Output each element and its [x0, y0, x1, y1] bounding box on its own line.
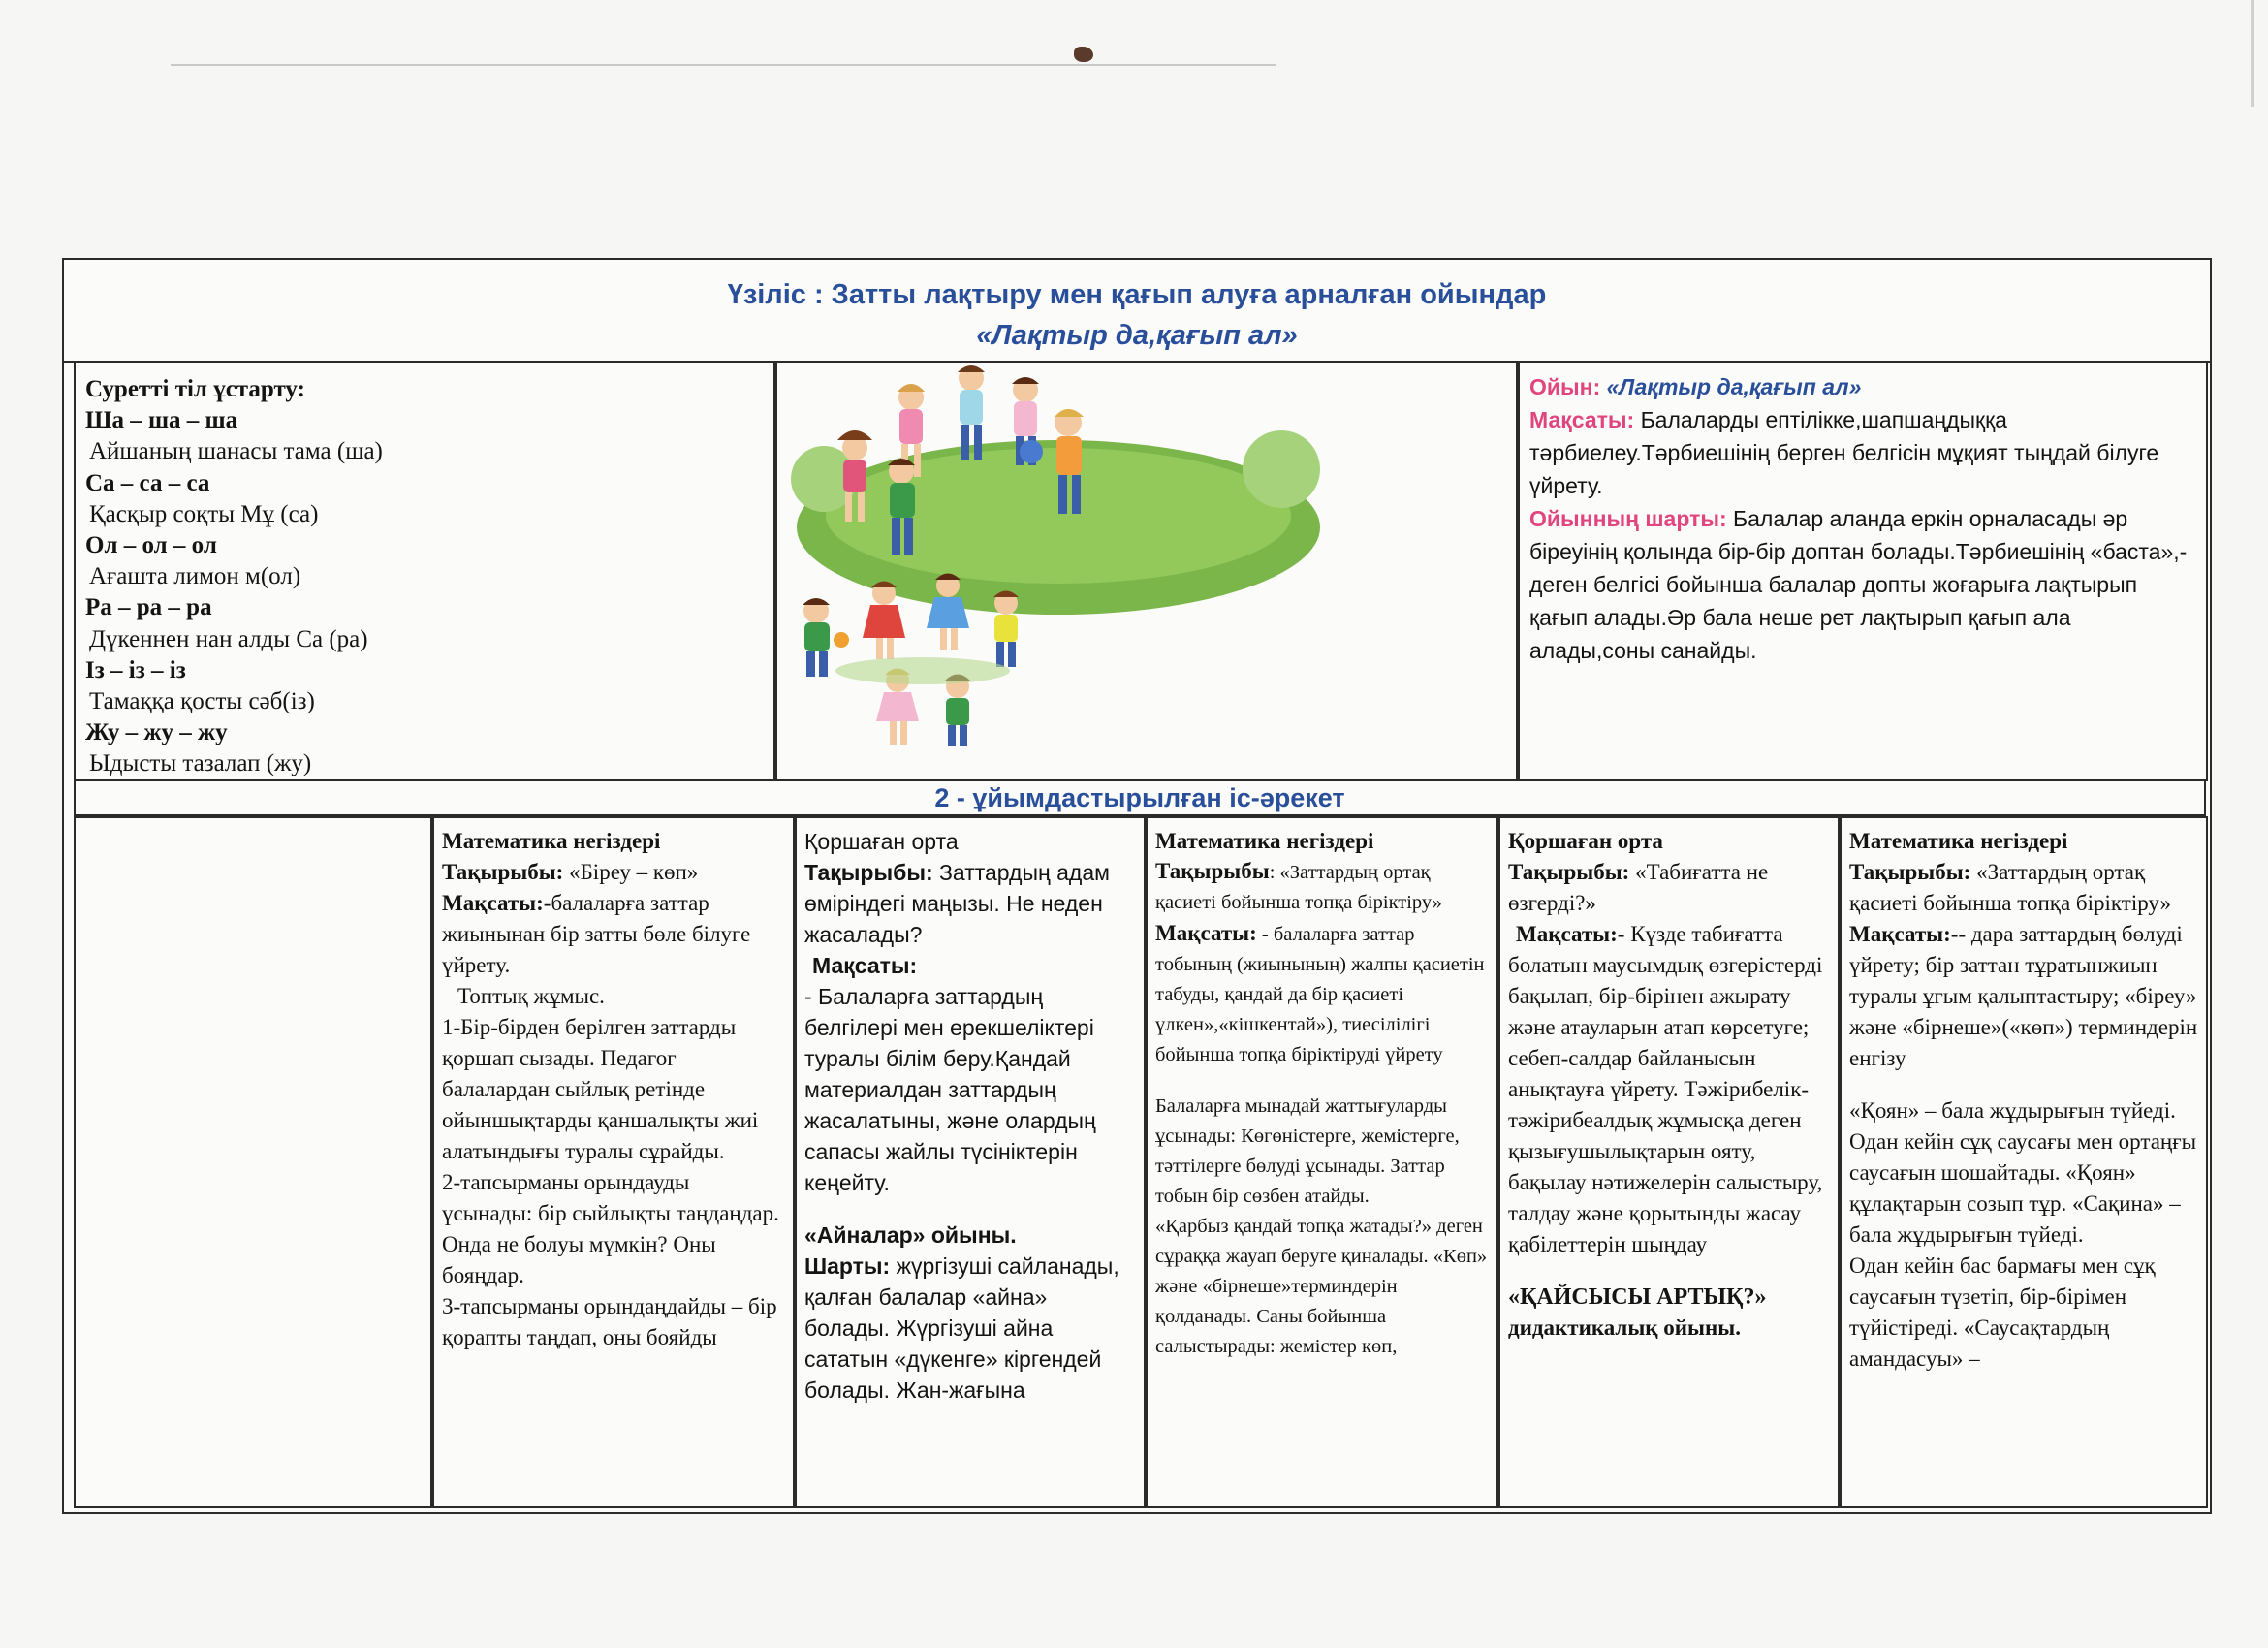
subject-title: Математика негіздері: [1849, 829, 2068, 853]
paragraph: 2-тапсырманы орындауды ұсынады: бір сыйлықты таңдаңдар. Онда не болуы мүмкін? Оны бояңдар.: [442, 1170, 779, 1287]
subject-title: Қоршаған орта: [1508, 829, 1663, 853]
paragraph: «Қоян» – бала жұдырығын түйеді. Одан кейін сұқ саусағы мен ортаңғы саусағын шошайтады. «Қоян» құлақтарын созып тұр. «Сақина» – бала жұдырығын түйеді.: [1849, 1098, 2197, 1247]
empty-column: [74, 816, 432, 1508]
twister-syllable-line: Са – са – са: [85, 469, 210, 496]
children-playing-ball-illustration: [777, 363, 1518, 781]
twister-syllable-line: Ра – ра – ра: [85, 594, 212, 621]
goal: Мақсаты:-- дара заттардың бөлуді үйрету; бір заттан тұратынжиын туралы ұғым қалыптастыру; «біреу» және «бірнеше»(«көп») терминдерін енгізу: [1849, 922, 2198, 1070]
game-name-label: Ойын:: [1529, 374, 1601, 399]
twister-syllable-line: Ол – ол – ол: [85, 532, 217, 559]
activity-column-2: [795, 816, 1146, 1508]
topic: Тақырыбы: Заттардың адам өміріндегі маңызы. Не неден жасалады?: [804, 860, 1110, 947]
scan-smudge: [1074, 47, 1093, 62]
goal-label: Мақсаты:: [812, 953, 918, 978]
paragraph: Балаларға мынадай жаттығуларды ұсынады: Көгөністерге, жемістерге, тәттілерге бөлуді ұсынады. Заттар тобын бір сөзбен атайды.: [1155, 1095, 1460, 1207]
twister-sentence-line: Дүкеннен нан алды Са (ра): [89, 625, 368, 652]
game-rules-label: Ойынның шарты:: [1529, 506, 1727, 531]
paragraph: Топтық жұмыс.: [457, 984, 605, 1008]
twister-sentence-line: Тамаққа қосты сәб(із): [89, 688, 315, 715]
twister-sentence-line: Қасқыр соқты Мұ (са): [89, 500, 319, 527]
game-title: «Айналар» ойыны.: [804, 1222, 1017, 1248]
tongue-twister-title: Суретті тіл ұстарту:: [85, 376, 305, 402]
topic: Тақырыбы: «Заттардың ортақ қасиеті бойынша топқа біріктіру»: [1155, 859, 1442, 913]
activity-column-3: [1146, 816, 1498, 1508]
topic: Тақырыбы: «Біреу – көп»: [442, 860, 699, 884]
game-name-line: [1529, 370, 2196, 403]
twister-sentence-line: Ағашта лимон м(ол): [89, 563, 301, 590]
twister-sentence-line: Ыдысты тазалап (жу): [89, 750, 312, 777]
subject-title: Қоршаған орта: [804, 829, 959, 854]
topic: Тақырыбы: «Заттардың ортақ қасиеті бойынша топқа біріктіру»: [1849, 860, 2171, 915]
activity-column-1: [432, 816, 795, 1508]
twister-syllable-line: Ша – ша – ша: [85, 407, 238, 434]
activity-column-4: [1498, 816, 1840, 1508]
goal: Мақсаты:-балаларға заттар жиынынан бір затты бөле білуге үйрету.: [442, 891, 751, 977]
paragraph: 3-тапсырманы орындаңдайды – бір қорапты таңдап, оны бояйды: [442, 1294, 777, 1349]
goal: Мақсаты:- Күзде табиғатта болатын маусымдық өзгерістерді бақылап, бір-бірінен ажырату және атауларын атап көрсетуге; себеп-салдар байланысын анықтауға үйрету. Тәжірибелік-тәжірибеалдық жұмысқа деген қызығушылықтарын ояту, бақылау нәтижелерін салыстыру, талдау және қорытынды жасау қабілеттерін шыңдау: [1508, 922, 1823, 1256]
break-title: Үзіліс : Затты лақтыру мен қағып алуға арналған ойындар: [727, 279, 1547, 310]
twister-sentence-line: Айшаның шанасы тама (ша): [89, 438, 383, 465]
subject-title: Математика негіздері: [1155, 829, 1374, 853]
game-goal-text: Балаларды ептілікке,шапшаңдыққа тәрбиелеу.Тәрбиешінің берген белгісін мұқият тыңдай білуге үйрету.: [1529, 407, 2159, 498]
game-name-value: «Лақтыр да,қағып ал»: [1606, 374, 1862, 399]
section-title: 2 - ұйымдастырылған іс-әрекет: [74, 781, 2206, 816]
twister-syllable-line: Жу – жу – жу: [85, 719, 228, 746]
scan-fold-line: [171, 64, 1276, 66]
break-header: [64, 260, 2210, 363]
game-rules: [1529, 502, 2196, 667]
subject-title: Математика негіздері: [442, 829, 661, 853]
child-figure: [945, 675, 970, 747]
game-description-cell: [1518, 361, 2208, 781]
paragraph: Одан кейін бас бармағы мен сұқ саусағын түзетіп, бір-бірімен түйістіреді. «Саусақтардың амандасуы» –: [1849, 1253, 2156, 1371]
topic: Тақырыбы: «Табиғатта не өзгерді?»: [1508, 860, 1769, 915]
rules: Шарты: жүргізуші сайланады, қалған балалар «айна» болады. Жүргізуші айна сататын «дүкенге» кіргендей болады. Жан-жағына: [804, 1253, 1119, 1403]
paragraph: «Қарбыз қандай топқа жатады?» деген сұраққа жауап беруге қиналады. «Көп» және «бірнеше»терминдерін қолданады. Саны бойынша салыстырады: жемістер көп,: [1155, 1216, 1488, 1357]
child-figure: [993, 591, 1019, 668]
game-rules-text: Балалар аланда еркін орналасады әр біреуінің қолында бір-бір доптан болады.Тәрбиешінің «баста»,- деген белгісі бойынша балалар допты жоғарыға лақтырып қағып алады.Әр бала неше рет лақтырып қағып ала алады,соны санайды.: [1529, 506, 2188, 663]
activity-column-5: [1840, 816, 2208, 1508]
game-subtitle: дидактикалық ойыны.: [1508, 1315, 1741, 1340]
tongue-twister-lines: [85, 405, 764, 779]
game-title: «ҚАЙСЫСЫ АРТЫҚ?»: [1508, 1284, 1767, 1310]
scan-edge: [2251, 0, 2254, 107]
game-goal: [1529, 403, 2196, 502]
goal-text: - Балаларға заттардың белгілері мен ерекшеліктері туралы білім беру.Қандай материалдан заттардың жасалатыны, және олардың сапасы жайлы түсініктерін кеңейту.: [804, 984, 1096, 1195]
break-game-title: «Лақтыр да,қағып ал»: [976, 320, 1298, 351]
lesson-plan-table: [62, 258, 2212, 1514]
illustration-cell: [775, 361, 1518, 781]
goal: Мақсаты: - балаларға заттар тобының (жиынының) жалпы қасиетін табуды, қандай да бір қасиеті үлкен»,«кішкентай»), тиесілілігі бойынша топқа біріктіруді үйрету: [1155, 921, 1485, 1065]
tongue-twister-cell: [74, 361, 775, 781]
twister-syllable-line: Із – із – із: [85, 656, 186, 683]
game-goal-label: Мақсаты:: [1529, 407, 1635, 432]
paragraph: 1-Бір-бірден берілген заттарды қоршап сызады. Педагог балалардан сыйлық ретінде ойыншықтарды қаншалықты жиі алатындығы туралы сұрайды.: [442, 1015, 759, 1163]
child-figure: [803, 598, 849, 677]
